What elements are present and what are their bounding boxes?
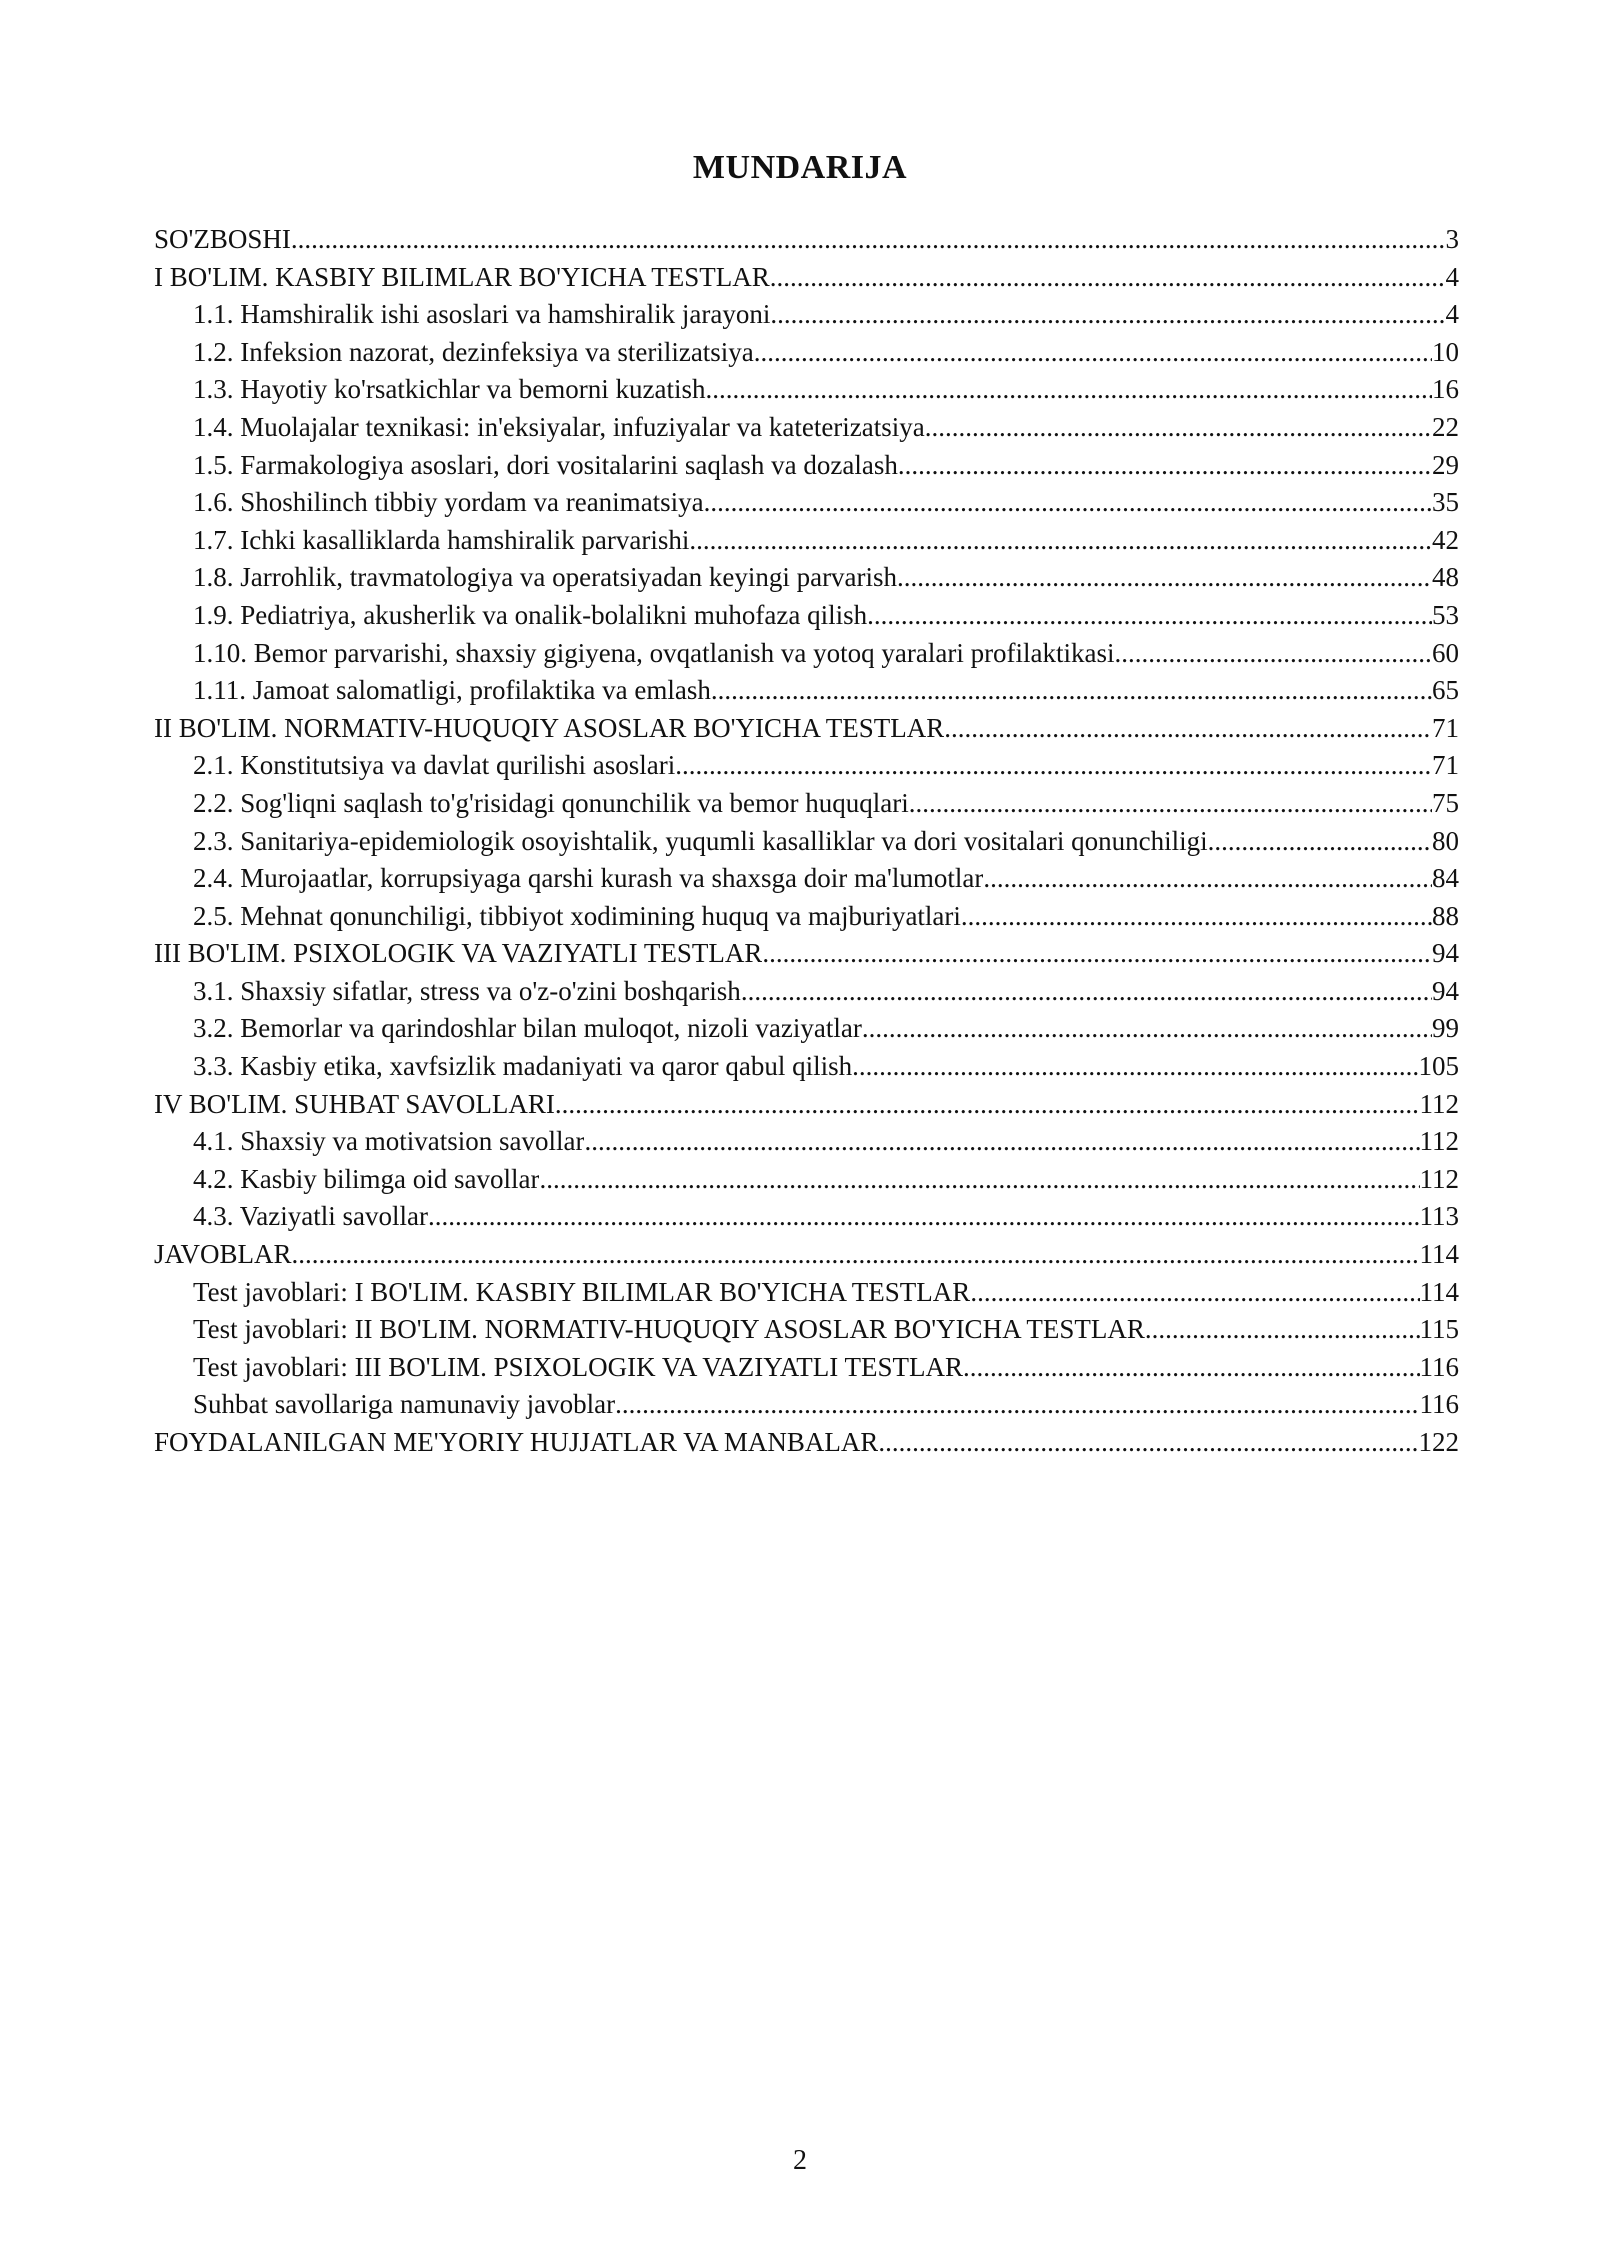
toc-dot-leader: [1115, 635, 1432, 673]
toc-entry-label: 1.2. Infeksion nazorat, dezinfeksiya va sterilizatsiya: [193, 336, 754, 367]
toc-entry-label: 4.3. Vaziyatli savollar: [193, 1201, 428, 1232]
page-title: MUNDARIJA: [692, 149, 908, 186]
toc-dot-leader: [675, 747, 1432, 785]
toc-entry-label: 2.2. Sog'liqni saqlash to'g'risidagi qonunchilik va bemor huquqlari: [193, 787, 909, 818]
toc-entry-page: 88: [1432, 900, 1459, 931]
toc-entry-page: 16: [1432, 374, 1459, 405]
toc-dot-leader: [706, 371, 1433, 409]
toc-subsection-entry[interactable]: [154, 747, 1459, 785]
toc-entry-page: 48: [1432, 562, 1459, 593]
toc-section-entry[interactable]: [154, 1424, 1459, 1462]
toc-entry-label: 3.1. Shaxsiy sifatlar, stress va o'z-o'zini boshqarish: [193, 975, 741, 1006]
table-of-contents: [154, 221, 1459, 1462]
toc-subsection-entry[interactable]: [154, 447, 1459, 485]
toc-entry-label: 1.7. Ichki kasalliklarda hamshiralik parvarishi: [193, 524, 690, 555]
toc-subsection-entry[interactable]: [154, 898, 1459, 936]
toc-entry-page: 29: [1432, 449, 1459, 480]
toc-entry-label: III BO'LIM. PSIXOLOGIK VA VAZIYATLI TESTLAR: [154, 938, 763, 969]
toc-dot-leader: [555, 1086, 1420, 1124]
toc-entry-label: 2.3. Sanitariya-epidemiologik osoyishtalik, yuqumli kasalliklar va dori vositalari qonunchiligi: [193, 825, 1208, 856]
toc-dot-leader: [770, 259, 1446, 297]
toc-subsection-entry[interactable]: [154, 860, 1459, 898]
toc-entry-label: 4.2. Kasbiy bilimga oid savollar: [193, 1163, 540, 1194]
toc-dot-leader: [762, 935, 1432, 973]
toc-section-entry[interactable]: [154, 221, 1459, 259]
toc-entry-label: 1.11. Jamoat salomatligi, profilaktika va emlash: [193, 675, 711, 706]
toc-dot-leader: [704, 484, 1432, 522]
toc-dot-leader: [867, 597, 1432, 635]
toc-entry-label: JAVOBLAR: [154, 1239, 292, 1270]
toc-entry-page: 113: [1419, 1201, 1459, 1232]
toc-entry-page: 22: [1432, 411, 1459, 442]
toc-entry-label: 3.3. Kasbiy etika, xavfsizlik madaniyati va qaror qabul qilish: [193, 1051, 853, 1082]
toc-entry-page: 116: [1419, 1389, 1459, 1420]
toc-entry-page: 99: [1432, 1013, 1459, 1044]
toc-entry-label: 1.3. Hayotiy ko'rsatkichlar va bemorni kuzatish: [193, 374, 706, 405]
toc-dot-leader: [925, 409, 1432, 447]
toc-entry-label: 1.6. Shoshilinch tibbiy yordam va reanimatsiya: [193, 487, 704, 518]
toc-subsection-entry[interactable]: [154, 1048, 1459, 1086]
toc-entry-label: Suhbat savollariga namunaviy javoblar: [193, 1389, 616, 1420]
toc-section-entry[interactable]: [154, 1086, 1459, 1124]
toc-entry-label: Test javoblari: III BO'LIM. PSIXOLOGIK VA VAZIYATLI TESTLAR: [193, 1351, 963, 1382]
toc-dot-leader: [878, 1424, 1418, 1462]
toc-entry-label: 1.5. Farmakologiya asoslari, dori vositalarini saqlash va dozalash: [193, 449, 898, 480]
toc-subsection-entry[interactable]: [154, 484, 1459, 522]
toc-subsection-entry[interactable]: [154, 1274, 1459, 1312]
toc-entry-page: 53: [1432, 599, 1459, 630]
toc-dot-leader: [983, 860, 1432, 898]
toc-entry-page: 84: [1432, 863, 1459, 894]
toc-dot-leader: [909, 785, 1432, 823]
toc-dot-leader: [539, 1161, 1419, 1199]
toc-section-entry[interactable]: [154, 259, 1459, 297]
toc-subsection-entry[interactable]: [154, 973, 1459, 1011]
toc-entry-page: 94: [1432, 975, 1459, 1006]
toc-entry-page: 71: [1432, 750, 1459, 781]
toc-entry-label: 4.1. Shaxsiy va motivatsion savollar: [193, 1126, 585, 1157]
toc-dot-leader: [961, 898, 1432, 936]
toc-entry-page: 65: [1432, 675, 1459, 706]
toc-dot-leader: [689, 522, 1432, 560]
toc-subsection-entry[interactable]: [154, 597, 1459, 635]
toc-subsection-entry[interactable]: [154, 1161, 1459, 1199]
toc-entry-page: 4: [1445, 261, 1459, 292]
toc-entry-label: Test javoblari: II BO'LIM. NORMATIV-HUQUQIY ASOSLAR BO'YICHA TESTLAR: [193, 1314, 1145, 1345]
toc-subsection-entry[interactable]: [154, 1198, 1459, 1236]
toc-entry-page: 105: [1418, 1051, 1459, 1082]
toc-subsection-entry[interactable]: [154, 1010, 1459, 1048]
toc-entry-page: 122: [1418, 1427, 1459, 1457]
toc-dot-leader: [963, 1349, 1420, 1387]
toc-dot-leader: [1208, 823, 1432, 861]
toc-entry-page: 35: [1432, 487, 1459, 518]
toc-entry-page: 114: [1419, 1276, 1459, 1307]
toc-dot-leader: [1145, 1311, 1420, 1349]
toc-entry-label: SO'ZBOSHI: [154, 224, 291, 254]
toc-entry-page: 112: [1419, 1088, 1459, 1119]
toc-dot-leader: [754, 334, 1432, 372]
toc-subsection-entry[interactable]: [154, 334, 1459, 372]
toc-entry-page: 10: [1432, 336, 1459, 367]
toc-dot-leader: [291, 221, 1446, 259]
toc-entry-page: 60: [1432, 637, 1459, 668]
toc-entry-label: 1.9. Pediatriya, akusherlik va onalik-bolalikni muhofaza qilish: [193, 599, 868, 630]
toc-entry-label: 2.1. Konstitutsiya va davlat qurilishi asoslari: [193, 750, 676, 781]
toc-section-entry[interactable]: [154, 710, 1459, 748]
toc-entry-page: 116: [1419, 1351, 1459, 1382]
toc-subsection-entry[interactable]: [154, 823, 1459, 861]
toc-entry-page: 3: [1445, 224, 1459, 254]
toc-entry-label: 1.10. Bemor parvarishi, shaxsiy gigiyena, ovqatlanish va yotoq yaralari profilaktikasi: [193, 637, 1115, 668]
toc-entry-page: 42: [1432, 524, 1459, 555]
toc-dot-leader: [741, 973, 1432, 1011]
toc-entry-page: 4: [1445, 299, 1459, 330]
toc-entry-label: 2.5. Mehnat qonunchiligi, tibbiyot xodimining huquq va majburiyatlari: [193, 900, 961, 931]
toc-entry-label: 3.2. Bemorlar va qarindoshlar bilan muloqot, nizoli vaziyatlar: [193, 1013, 862, 1044]
toc-dot-leader: [770, 296, 1445, 334]
toc-subsection-entry[interactable]: [154, 1311, 1459, 1349]
toc-subsection-entry[interactable]: [154, 635, 1459, 673]
toc-entry-label: FOYDALANILGAN ME'YORIY HUJJATLAR VA MANBALAR: [154, 1427, 879, 1457]
toc-dot-leader: [428, 1198, 1420, 1236]
toc-dot-leader: [862, 1010, 1432, 1048]
toc-entry-page: 112: [1419, 1126, 1459, 1157]
toc-subsection-entry[interactable]: [154, 296, 1459, 334]
toc-entry-label: 1.1. Hamshiralik ishi asoslari va hamshiralik jarayoni: [193, 299, 771, 330]
toc-entry-label: Test javoblari: I BO'LIM. KASBIY BILIMLAR BO'YICHA TESTLAR: [193, 1276, 971, 1307]
toc-subsection-entry[interactable]: [154, 672, 1459, 710]
toc-dot-leader: [615, 1386, 1419, 1424]
page-number: 2: [793, 2145, 807, 2176]
toc-dot-leader: [711, 672, 1432, 710]
toc-subsection-entry[interactable]: [154, 371, 1459, 409]
toc-entry-label: 2.4. Murojaatlar, korrupsiyaga qarshi kurash va shaxsga doir ma'lumotlar: [193, 863, 984, 894]
toc-entry-label: IV BO'LIM. SUHBAT SAVOLLARI: [154, 1088, 555, 1119]
toc-entry-page: 114: [1419, 1239, 1459, 1270]
toc-subsection-entry[interactable]: [154, 785, 1459, 823]
toc-entry-page: 80: [1432, 825, 1459, 856]
toc-dot-leader: [970, 1274, 1419, 1312]
toc-subsection-entry[interactable]: [154, 1123, 1459, 1161]
toc-dot-leader: [944, 710, 1432, 748]
toc-subsection-entry[interactable]: [154, 522, 1459, 560]
toc-dot-leader: [584, 1123, 1419, 1161]
toc-section-entry[interactable]: [154, 1236, 1459, 1274]
toc-dot-leader: [898, 447, 1432, 485]
toc-entry-label: II BO'LIM. NORMATIV-HUQUQIY ASOSLAR BO'YICHA TESTLAR: [154, 712, 945, 743]
toc-dot-leader: [852, 1048, 1418, 1086]
toc-dot-leader: [292, 1236, 1420, 1274]
toc-subsection-entry[interactable]: [154, 559, 1459, 597]
toc-entry-page: 112: [1419, 1163, 1459, 1194]
toc-entry-label: I BO'LIM. KASBIY BILIMLAR BO'YICHA TESTLAR: [154, 261, 770, 292]
toc-entry-page: 94: [1432, 938, 1459, 969]
toc-entry-label: 1.4. Muolajalar texnikasi: in'eksiyalar, infuziyalar va kateterizatsiya: [193, 411, 925, 442]
toc-section-entry[interactable]: [154, 935, 1459, 973]
toc-subsection-entry[interactable]: [154, 409, 1459, 447]
toc-entry-page: 115: [1419, 1314, 1459, 1345]
toc-entry-page: 75: [1432, 787, 1459, 818]
toc-entry-label: 1.8. Jarrohlik, travmatologiya va operatsiyadan keyingi parvarish: [193, 562, 898, 593]
toc-subsection-entry[interactable]: [154, 1349, 1459, 1387]
toc-subsection-entry[interactable]: [154, 1386, 1459, 1424]
toc-entry-page: 71: [1432, 712, 1459, 743]
toc-dot-leader: [897, 559, 1432, 597]
